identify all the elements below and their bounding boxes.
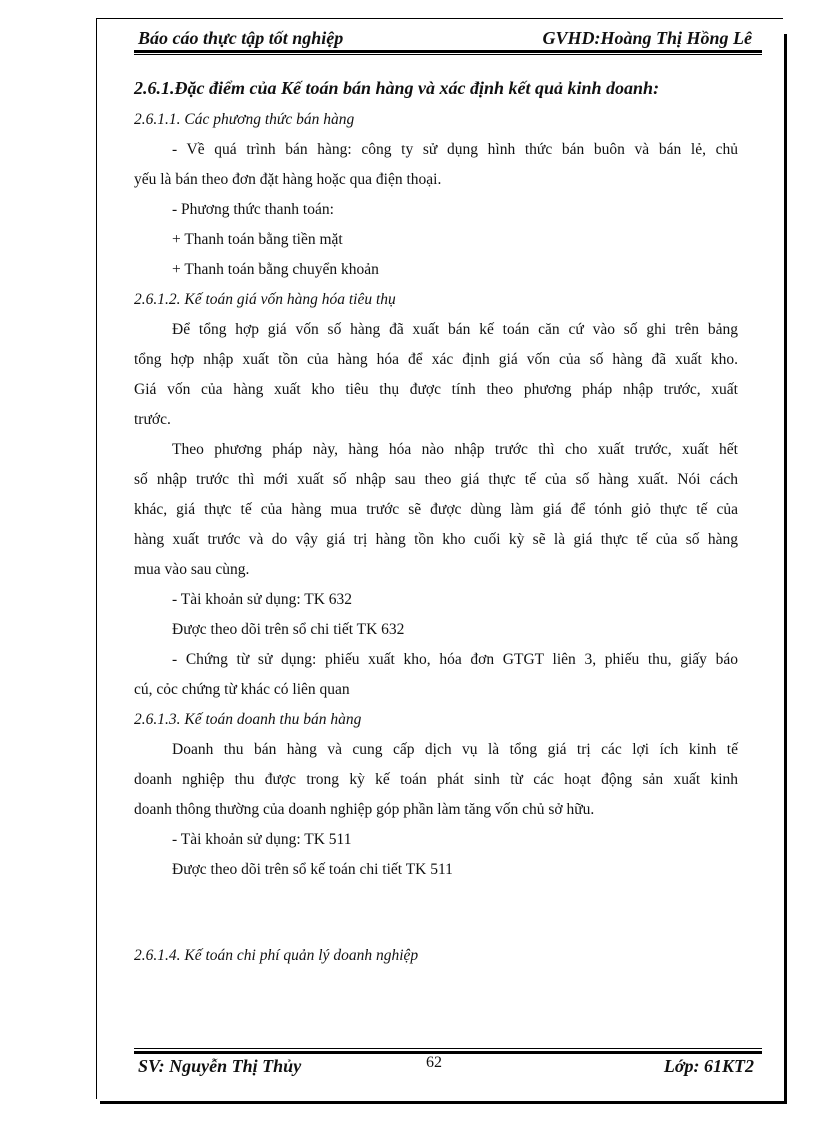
footer-class: Lớp: 61KT2 xyxy=(663,1056,754,1076)
footer-student: SV: Nguyễn Thị Thủy xyxy=(138,1056,302,1076)
header-title: Báo cáo thực tập tốt nghiệp xyxy=(138,28,344,48)
paragraph-line: Được theo dõi trên sổ kế toán chi tiết TK 511 xyxy=(172,861,453,878)
paragraph-line: - Chứng từ sử dụng: phiếu xuất kho, hóa đơn GTGT liên 3, phiếu thu, giấy báo xyxy=(172,651,738,668)
paragraph-line: doanh nghiệp thu được trong kỳ kế toán phát sinh từ các hoạt động sản xuất kinh xyxy=(134,771,738,788)
paragraph-line: mua vào sau cùng. xyxy=(134,561,250,578)
paragraph-line: cú, cỏc chứng từ khác có liên quan xyxy=(134,681,350,698)
paragraph-line: hàng xuất trước và do vậy giá trị hàng tồn kho cuối kỳ sẽ là giá thực tế của số hàng xyxy=(134,531,738,548)
page-footer xyxy=(134,1054,762,1080)
paragraph-line: Theo phương pháp này, hàng hóa nào nhập trước thì cho xuất trước, xuất hết xyxy=(172,441,738,458)
paragraph-line: - Phương thức thanh toán: xyxy=(172,201,334,218)
heading-2-6-1-1: 2.6.1.1. Các phương thức bán hàng xyxy=(134,111,355,128)
paragraph-line: số nhập trước thì mới xuất số nhập sau theo giá thực tế của số hàng xuất. Nói cách xyxy=(134,471,738,488)
page-shadow-bottom xyxy=(100,1101,787,1104)
header-instructor: GVHD:Hoàng Thị Hồng Lê xyxy=(542,28,752,48)
header-rule-thick xyxy=(134,50,762,53)
paragraph-line: - Tài khoản sử dụng: TK 632 xyxy=(172,591,353,608)
page-header xyxy=(134,26,762,50)
footer-rule-thin xyxy=(134,1048,762,1049)
paragraph-line: yếu là bán theo đơn đặt hàng hoặc qua điện thoại. xyxy=(134,171,442,188)
paragraph-line: Để tổng hợp giá vốn số hàng đã xuất bán kế toán căn cứ vào số ghi trên bảng xyxy=(172,321,738,338)
paragraph-line: Doanh thu bán hàng và cung cấp dịch vụ là tổng giá trị các lợi ích kinh tế xyxy=(172,741,738,758)
heading-2-6-1-2: 2.6.1.2. Kế toán giá vốn hàng hóa tiêu thụ xyxy=(134,291,396,308)
paragraph-line: trước. xyxy=(134,411,171,428)
paragraph-line: + Thanh toán bằng chuyển khoản xyxy=(172,261,379,278)
header-rule-thin xyxy=(134,54,762,55)
paragraph-line: tổng hợp nhập xuất tồn của hàng hóa để xác định giá vốn của số hàng đã xuất kho. xyxy=(134,351,738,368)
heading-2-6-1-4: 2.6.1.4. Kế toán chi phí quản lý doanh nghiệp xyxy=(134,947,419,964)
paragraph-line: - Về quá trình bán hàng: công ty sử dụng hình thức bán buôn và bán lẻ, chủ xyxy=(172,141,738,158)
heading-2-6-1-3: 2.6.1.3. Kế toán doanh thu bán hàng xyxy=(134,711,362,728)
section-title: 2.6.1.Đặc điểm của Kế toán bán hàng và xác định kết quả kinh doanh: xyxy=(134,78,660,98)
paragraph-line: Giá vốn của hàng xuất kho tiêu thụ được tính theo phương pháp nhập trước, xuất xyxy=(134,381,738,398)
page-shadow-right xyxy=(784,34,787,1104)
paragraph-line: Được theo dõi trên sổ chi tiết TK 632 xyxy=(172,621,405,638)
paragraph-line: doanh thông thường của doanh nghiệp góp phần làm tăng vốn chủ sở hữu. xyxy=(134,801,595,818)
page-number: 62 xyxy=(426,1054,442,1071)
paragraph-line: + Thanh toán bằng tiền mặt xyxy=(172,231,343,248)
paragraph-line: - Tài khoản sử dụng: TK 511 xyxy=(172,831,352,848)
paragraph-line: khác, giá thực tế của hàng mua trước sẽ được dùng làm giá để tónh giỏ thực tế của xyxy=(134,501,738,518)
